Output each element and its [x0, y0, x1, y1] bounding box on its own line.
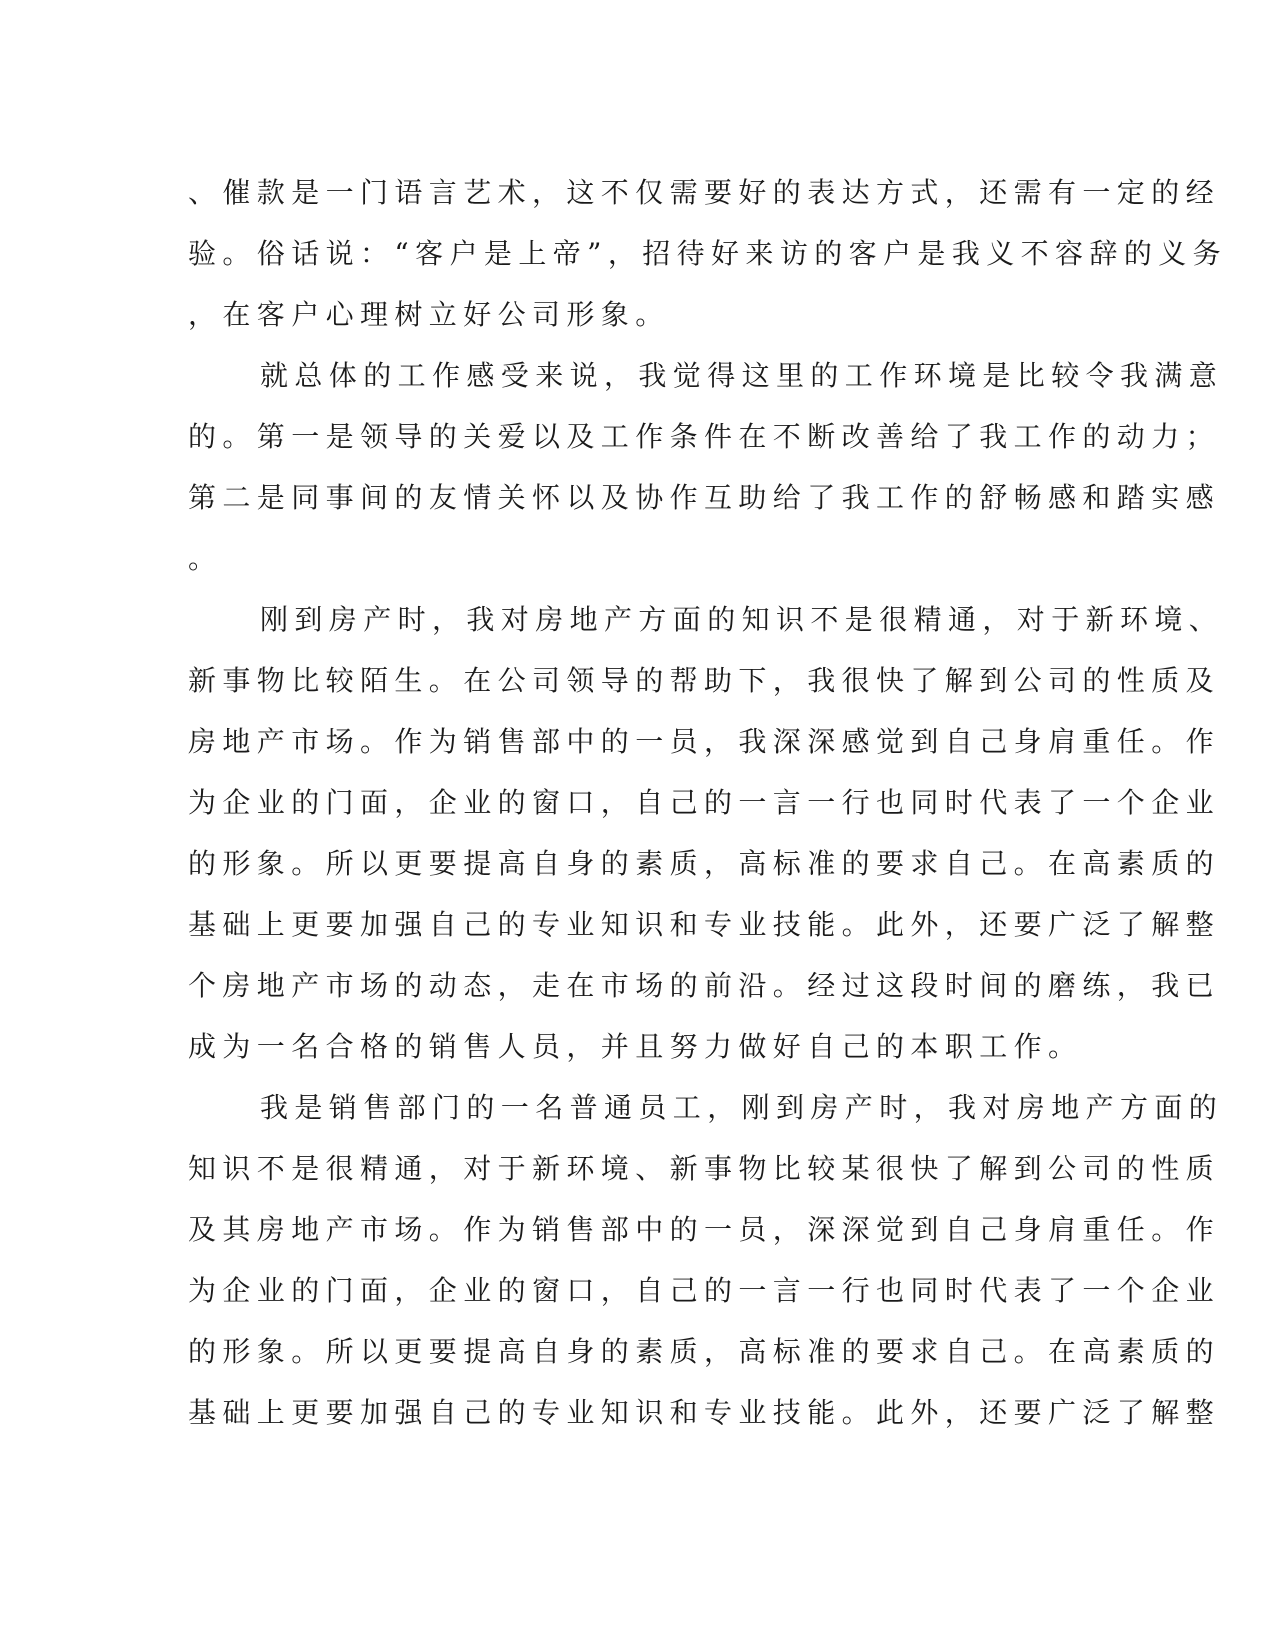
paragraph-start-line: 我是销售部门的一名普通员工，刚到房产时，我对房地产方面的	[260, 1091, 1224, 1124]
paragraph-start-line: 就总体的工作感受来说，我觉得这里的工作环境是比较令我满意	[260, 359, 1224, 392]
text-line: 的形象。所以更要提高自身的素质，高标准的要求自己。在高素质的	[188, 847, 1221, 880]
text-line: 成为一名合格的销售人员，并且努力做好自己的本职工作。	[188, 1030, 1083, 1063]
text-line: 新事物比较陌生。在公司领导的帮助下，我很快了解到公司的性质及	[188, 664, 1221, 697]
text-line: 基础上更要加强自己的专业知识和专业技能。此外，还要广泛了解整	[188, 1396, 1221, 1429]
text-line: 为企业的门面，企业的窗口，自己的一言一行也同时代表了一个企业	[188, 786, 1221, 819]
text-line: 第二是同事间的友情关怀以及协作互助给了我工作的舒畅感和踏实感	[188, 481, 1221, 514]
text-line: 为企业的门面，企业的窗口，自己的一言一行也同时代表了一个企业	[188, 1274, 1221, 1307]
text-line: 的。第一是领导的关爱以及工作条件在不断改善给了我工作的动力；	[188, 420, 1221, 453]
document-body	[188, 162, 1228, 1443]
text-line: 个房地产市场的动态，走在市场的前沿。经过这段时间的磨练，我已	[188, 969, 1221, 1002]
text-line: 知识不是很精通，对于新环境、新事物比较某很快了解到公司的性质	[188, 1152, 1221, 1185]
text-line: 基础上更要加强自己的专业知识和专业技能。此外，还要广泛了解整	[188, 908, 1221, 941]
text-line: 验。俗话说：“客户是上帝”，招待好来访的客户是我义不容辞的义务	[188, 237, 1228, 270]
text-line: ，在客户心理树立好公司形象。	[188, 298, 670, 331]
text-line: 及其房地产市场。作为销售部中的一员，深深觉到自己身肩重任。作	[188, 1213, 1221, 1246]
paragraph-start-line: 刚到房产时，我对房地产方面的知识不是很精通，对于新环境、	[260, 603, 1224, 636]
text-line: 。	[188, 542, 223, 575]
text-line: 、催款是一门语言艺术，这不仅需要好的表达方式，还需有一定的经	[188, 176, 1221, 209]
text-line: 房地产市场。作为销售部中的一员，我深深感觉到自己身肩重任。作	[188, 725, 1221, 758]
text-line: 的形象。所以更要提高自身的素质，高标准的要求自己。在高素质的	[188, 1335, 1221, 1368]
